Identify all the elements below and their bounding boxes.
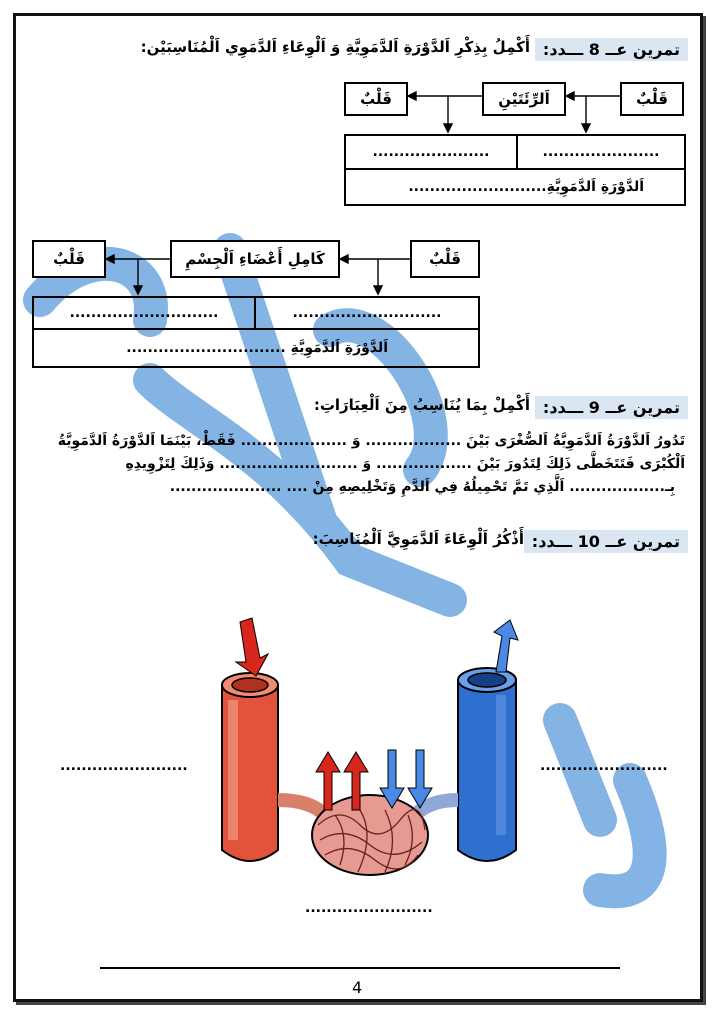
diagram2-circulation-row[interactable] (32, 328, 480, 368)
heart-box-right-2: قَلْبٌ (410, 240, 480, 278)
heart-box-left-2: قَلْبٌ (32, 240, 106, 278)
exercise-10-label: تمرين عــ 10 ـــدد: (524, 530, 688, 553)
ex10-blank-left[interactable]: ........................ (60, 758, 188, 774)
exercise-9-label: تمرين عــ 9 ـــدد: (535, 396, 688, 419)
exercise-8-instruction: أَكْمِلُ بِذِكْرِ اَلدَّوْرَةِ اَلدَّمَوِيَّةِ وَ اَلْوِعَاءِ اَلدَّمَوِي اَلْمُنَاسِبَيْن: (140, 38, 530, 56)
exercise-9-instruction: أَكْمِلْ بِمَا يُنَاسِبُ مِنَ اَلْعِبَارَاتِ: (313, 396, 530, 414)
artery-tube (222, 673, 278, 861)
capillary-illustration (200, 610, 540, 890)
blank-dots: ...................... (372, 144, 490, 160)
diagram2-blank-right[interactable] (254, 296, 480, 330)
heart-box-left: قَلْبٌ (344, 82, 408, 116)
circulation-text: اَلدَّوْرَةِ اَلدَّمَوِيَّةِ .............................. (126, 340, 388, 356)
page-number: 4 (352, 978, 363, 997)
diagram2-blank-left[interactable] (32, 296, 256, 330)
footer-rule (100, 967, 620, 969)
diagram2-arrows (0, 0, 720, 320)
exercise-8-label: تمرين عــ 8 ـــدد: (535, 38, 688, 61)
lungs-box: اَلرِّئَتَيْنِ (482, 82, 566, 116)
paragraph-line-3: بِـ.................. اَلَّذِي تَمَّ تَحْمِيلُهُ فِي اَلدَّمِ وَتَخْلِيصِهِ مِنْ .... ..................... (169, 479, 675, 495)
arrow-out-of-vein (494, 620, 518, 672)
vein-tube (458, 668, 516, 861)
arrow-into-artery (236, 618, 268, 676)
ex10-blank-right[interactable]: ........................ (540, 758, 668, 774)
blank-dots: ............................ (69, 305, 219, 321)
exercise-9-paragraph (35, 430, 685, 499)
paragraph-line-1: تَدُورُ اَلدَّوْرَةُ اَلدَّمَوِيَّةُ اَلصُّغْرَى بَيْنَ .................. وَ .................... فَقَطْ، بَيْنَمَا اَلدَّوْرَةُ اَلدَّمَوِيَّةُ (57, 433, 685, 449)
blank-dots: ...................... (542, 144, 660, 160)
circulation-text: اَلدَّوْرَةِ اَلدَّمَوِيَّةِ.......................... (408, 179, 644, 195)
heart-box-right: قَلْبٌ (620, 82, 684, 116)
paragraph-line-2: اَلْكُبْرَى فَتَتَخَطَّى ذَلِكَ لِتَدُورَ بَيْنَ .................. وَ .......................... وَذَلِكَ لِتَزْوِيدِهِ (125, 456, 685, 472)
body-organs-box: كَامِلِ أَعْضَاءِ اَلْجِسْمِ (170, 240, 340, 278)
exercise-10-instruction: أَذْكُرُ اَلْوِعَاءَ اَلدَّمَوِيَّ اَلْمُنَاسِبَ: (312, 530, 524, 548)
ex10-blank-bottom[interactable]: ........................ (305, 900, 433, 916)
blue-arrows-down (380, 750, 432, 808)
blank-dots: ............................ (292, 305, 442, 321)
